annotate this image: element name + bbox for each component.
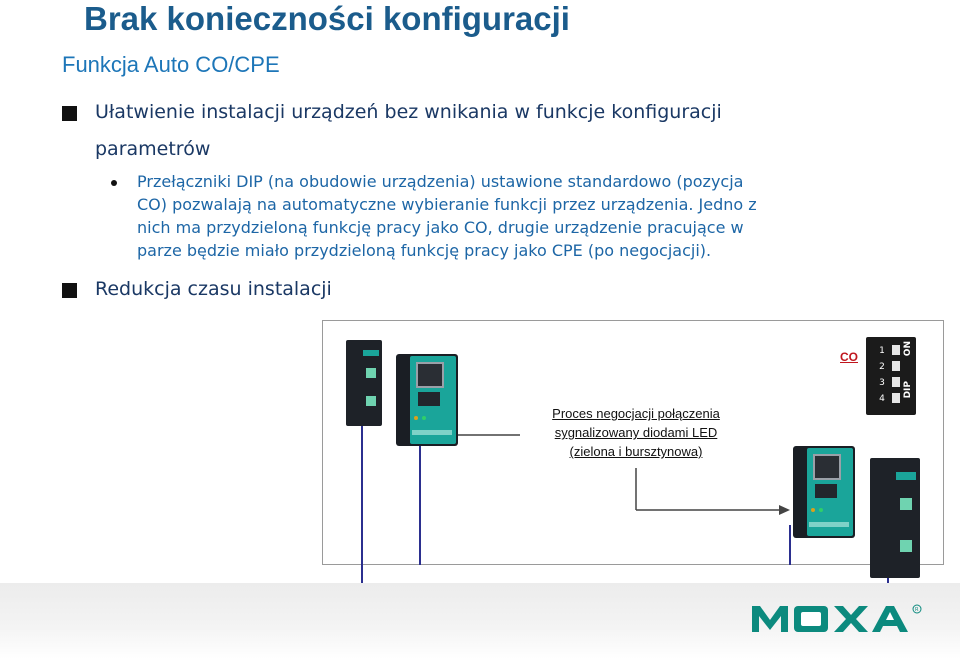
dip-toggle (892, 345, 900, 355)
led-icon (811, 508, 815, 512)
dip-toggle (892, 377, 900, 387)
caption-line-2: sygnalizowany diodami LED (554, 425, 718, 440)
dip-toggle (892, 393, 900, 403)
port-icon (366, 368, 376, 378)
port-icon (900, 498, 912, 510)
page-subtitle: Funkcja Auto CO/CPE (62, 52, 280, 77)
led-icon (422, 416, 426, 420)
dsl-port-icon (418, 392, 440, 406)
dip-toggle (892, 361, 900, 371)
bullet-2-line-1: Redukcja czasu instalacji (95, 278, 332, 300)
device-converter-right (870, 458, 920, 578)
device-label-strip (363, 350, 379, 356)
moxa-logo (752, 604, 924, 634)
bullet-1-line-2: parametrów (95, 138, 211, 160)
caption-line-3: (zielona i bursztynowa) (569, 444, 703, 459)
rj45-port-icon (416, 362, 444, 388)
arrow-head-icon (779, 505, 790, 515)
sub-bullet-line-3: nich ma przydzieloną funkcję pracy jako CO, drugie urządzenie pracujące w (137, 218, 744, 237)
rj45-port-icon (813, 454, 841, 480)
co-label: CO (840, 350, 858, 364)
sub-bullet-line-2: CO) pozwalają na automatyczne wybieranie funkcji przez urządzenia. Jedno z (137, 195, 757, 214)
dip-number: 1 (879, 346, 885, 356)
page-title: Brak konieczności konfiguracji (84, 0, 570, 37)
device-dsl-left (396, 354, 458, 446)
diagram-caption (536, 404, 736, 461)
dip-label: DIP (903, 381, 913, 399)
dip-number: 2 (879, 362, 885, 372)
svg-text:R: R (915, 607, 919, 613)
port-icon (900, 540, 912, 552)
bullet-1-line-1: Ułatwienie instalacji urządzeń bez wnikania w funkcje konfiguracji (95, 101, 722, 123)
caption-line-1: Proces negocjacji połączenia (552, 406, 720, 421)
dsl-port-icon (815, 484, 837, 498)
sub-bullet-line-4: parze będzie miało przydzieloną funkcję pracy jako CPE (po negocjacji). (137, 241, 712, 260)
device-converter-left (346, 340, 382, 426)
dip-number: 3 (879, 378, 885, 388)
dip-on-label: ON (903, 341, 913, 357)
device-dsl-right (793, 446, 855, 538)
led-icon (414, 416, 418, 420)
dip-switch (866, 337, 916, 415)
led-icon (819, 508, 823, 512)
sub-bullet-line-1: Przełączniki DIP (na obudowie urządzenia) ustawione standardowo (pozycja (137, 172, 744, 191)
dip-number: 4 (879, 394, 885, 404)
port-icon (366, 396, 376, 406)
device-label-strip (896, 472, 916, 480)
